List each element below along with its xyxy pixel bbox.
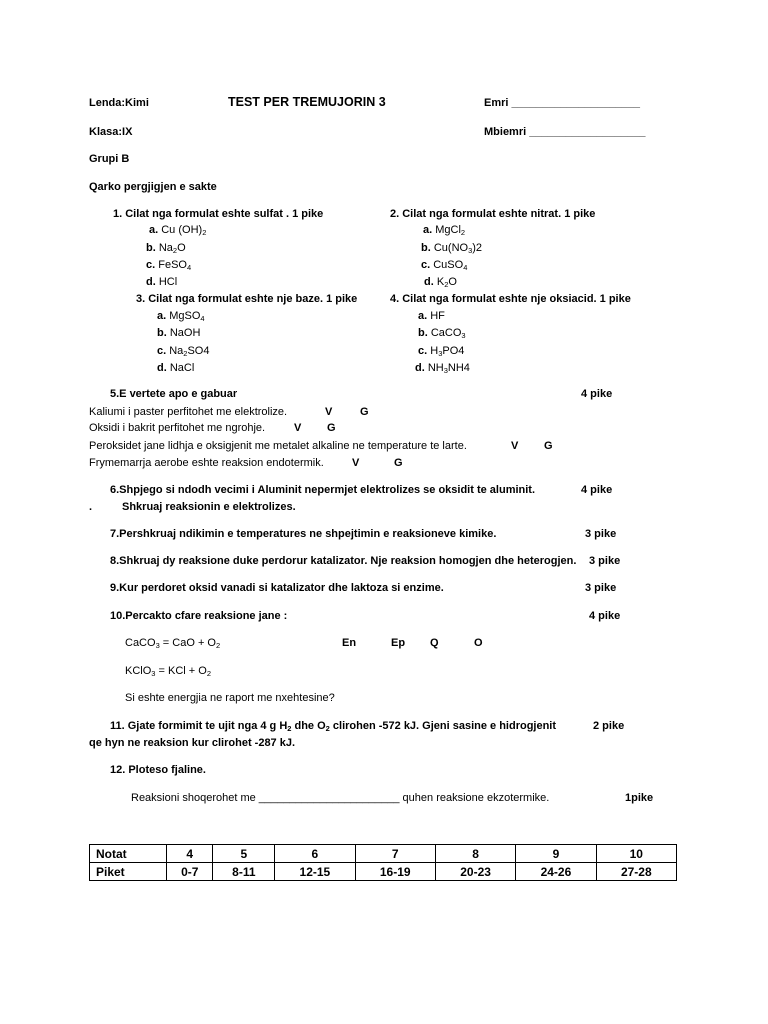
q10-choice-q: Q (430, 637, 439, 649)
q10-choice-ep: Ep (391, 637, 406, 649)
q1-option-a: a. Cu $(OH)_2$ (149, 224, 207, 237)
q5-statement-3: Peroksidet jane lidhja e oksigjenit me metalet alkaline ne temperature te larte. (89, 440, 467, 452)
grades-cell: 8 (435, 845, 515, 863)
q10-text: 10.Percakto cfare reaksione jane : (110, 610, 288, 622)
q3-option-d: d. NaCl (157, 362, 195, 374)
surname-field: Mbiemri ___________________ (484, 126, 646, 138)
grades-cell: 8-11 (213, 863, 275, 881)
grades-row-piket (90, 863, 677, 881)
q2-option-d: d. $K_2O$ (424, 276, 457, 289)
class-label: Klasa:IX (89, 126, 133, 138)
q5-true-4: V (352, 457, 360, 469)
grades-cell: 6 (275, 845, 355, 863)
grades-cell: 9 (516, 845, 596, 863)
q4-option-a: a. HF (418, 310, 445, 322)
q10-reaction-2: KClO$_3$ = KCl + $O_2$ (125, 665, 211, 678)
q5-false-1: G (360, 406, 369, 418)
grades-cell: 10 (596, 845, 676, 863)
q5-statement-1: Kaliumi i paster perfitohet me elektrolize. (89, 406, 288, 418)
q3-option-b: b. NaOH (157, 327, 201, 339)
instruction: Qarko pergjigjen e sakte (89, 181, 217, 193)
q10-points: 4 pike (589, 610, 621, 622)
q11-line-2: qe hyn ne reaksion kur clirohet -287 kJ. (89, 737, 296, 749)
q12-text: 12. Ploteso fjaline. (110, 764, 206, 776)
q2-option-c: c. CuSO$_4$ (421, 259, 468, 272)
q5-statement-2: Oksidi i bakrit perfitohet me ngrohje. (89, 422, 266, 434)
q6-dot: . (89, 501, 93, 513)
q5-true-2: V (294, 422, 302, 434)
q2-text: 2. Cilat nga formulat eshte nitrat. 1 pike (390, 208, 596, 220)
q6-subtext: Shkruaj reaksionin e elektrolizes. (122, 501, 296, 513)
group-label: Grupi B (89, 153, 130, 165)
test-title: TEST PER TREMUJORIN 3 (228, 95, 386, 109)
q12-sentence: Reaksioni shoqerohet me _______________________ quhen reaksione ekzotermike. (131, 792, 550, 804)
grades-cell: 27-28 (596, 863, 676, 881)
q12-points: 1pike (625, 792, 654, 804)
grades-cell: 16-19 (355, 863, 435, 881)
q5-title: 5.E vertete apo e gabuar (110, 388, 238, 400)
q6-points: 4 pike (581, 484, 613, 496)
q10-choice-o: O (474, 637, 483, 649)
q5-false-2: G (327, 422, 336, 434)
grades-cell: 0-7 (167, 863, 213, 881)
grades-row-notat (90, 845, 677, 863)
name-field: Emri _____________________ (484, 97, 640, 109)
q2-option-a: a. MgCl$_2$ (423, 224, 466, 237)
q7-text: 7.Pershkruaj ndikimin e temperatures ne shpejtimin e reaksioneve kimike. (110, 528, 497, 540)
grades-cell: Piket (90, 863, 167, 881)
q5-points: 4 pike (581, 388, 613, 400)
q5-false-3: G (544, 440, 553, 452)
q10-question: Si eshte energjia ne raport me nxehtesine? (125, 692, 335, 704)
q5-false-4: G (394, 457, 403, 469)
q1-option-b: b. $Na_2O$ (146, 242, 186, 255)
q1-text: 1. Cilat nga formulat eshte sulfat . 1 pike (113, 208, 324, 220)
q2-option-b: b. $Cu(NO_3)2$ (421, 242, 483, 255)
q3-option-c: c. $Na_2SO4$ (157, 345, 210, 358)
grades-cell: 24-26 (516, 863, 596, 881)
q11-line-1: 11. Gjate formimit te ujit nga 4 g $H_2$ dhe $O_2$ clirohen -572 kJ. Gjeni sasine e hidrogjenit (110, 720, 557, 733)
q3-text: 3. Cilat nga formulat eshte nje baze. 1 pike (136, 293, 358, 305)
q4-option-d: d. $NH_3NH4$ (415, 362, 470, 375)
q6-text: 6.Shpjego si ndodh vecimi i Aluminit nepermjet elektrolizes se oksidit te aluminit. (110, 484, 536, 496)
grades-cell: Notat (90, 845, 167, 863)
q5-true-3: V (511, 440, 519, 452)
q7-points: 3 pike (585, 528, 617, 540)
q9-text: 9.Kur perdoret oksid vanadi si katalizator dhe laktoza si enzime. (110, 582, 444, 594)
q1-option-d: d. HCl (146, 276, 178, 288)
q1-option-c: c. FeSO$_4$ (146, 259, 192, 272)
q10-choice-en: En (342, 637, 357, 649)
q4-option-b: b. CaCO$_3$ (418, 327, 466, 340)
q4-option-c: c. $H_3PO4$ (418, 345, 465, 358)
grades-cell: 5 (213, 845, 275, 863)
subject-label: Lenda:Kimi (89, 97, 149, 109)
q8-text: 8.Shkruaj dy reaksione duke perdorur katalizator. Nje reaksion homogjen dhe heterogjen. (110, 555, 577, 567)
q8-points: 3 pike (589, 555, 621, 567)
grades-table (89, 844, 677, 881)
q9-points: 3 pike (585, 582, 617, 594)
grades-cell: 7 (355, 845, 435, 863)
grades-cell: 4 (167, 845, 213, 863)
q5-statement-4: Frymemarrja aerobe eshte reaksion endotermik. (89, 457, 324, 469)
q10-reaction-1: CaCO$_3$ = CaO + $O_2$ (125, 637, 221, 650)
grades-cell: 20-23 (435, 863, 515, 881)
grades-cell: 12-15 (275, 863, 355, 881)
q4-text: 4. Cilat nga formulat eshte nje oksiacid. 1 pike (390, 293, 631, 305)
q5-true-1: V (325, 406, 333, 418)
q11-points: 2 pike (593, 720, 625, 732)
q3-option-a: a. MgSO$_4$ (157, 310, 205, 323)
